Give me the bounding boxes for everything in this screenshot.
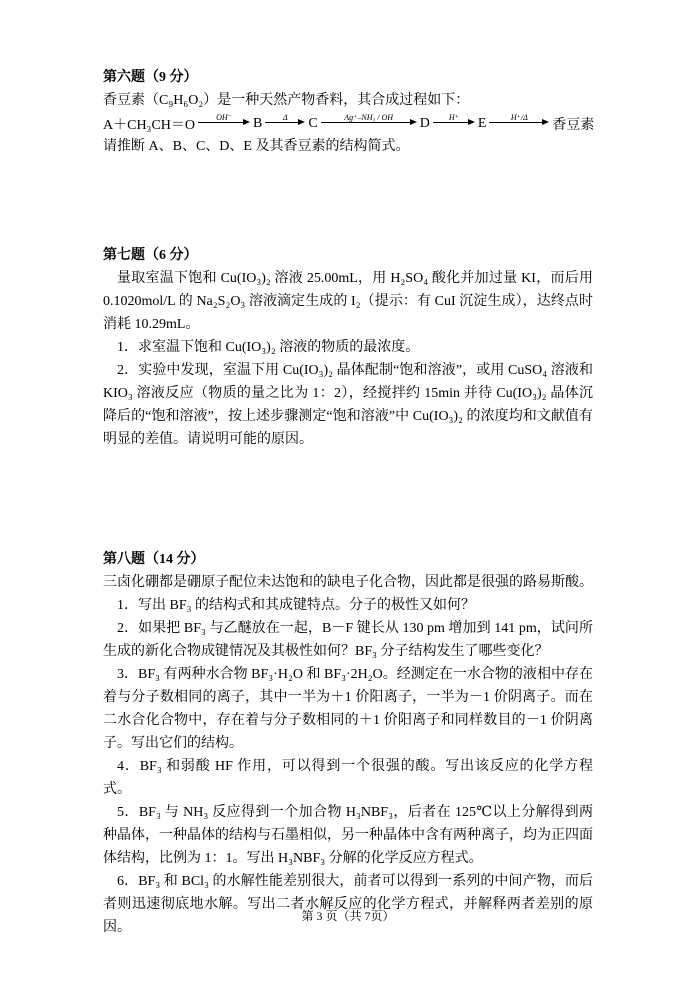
scheme-product-b: B xyxy=(253,115,263,131)
q8-item-5: 5．BF₃ 与 NH₃ 反应得到一个加合物 H₃NBF₃，后者在 125℃以上分解得到两种晶体，一种晶体的结构与石墨相似，另一种晶体中含有两种离子，均为正四面体结构，比例为 1：1。写出 H₃NBF₃ 分解的化学反应方程式。 xyxy=(103,805,593,866)
arrow-label-5: H⁺/Δ xyxy=(510,112,528,122)
reaction-arrow-2 xyxy=(265,112,305,131)
q8-heading: 第八题（14 分） xyxy=(103,552,205,567)
q8-item-4: 4．BF₃ 和弱酸 HF 作用，可以得到一个很强的酸。写出该反应的化学方程式。 xyxy=(103,759,593,797)
page-footer: 第 3 页（共 7页） xyxy=(301,909,395,923)
reaction-arrow-1 xyxy=(198,112,250,131)
q7-item-1: 1．求室温下饱和 Cu(IO₃)₂ 溶液的物质的最浓度。 xyxy=(117,340,420,355)
q8-intro: 三卤化硼都是硼原子配位未达饱和的缺电子化合物，因此都是很强的路易斯酸。 xyxy=(103,575,593,590)
q8-item-6: 6．BF₃ 和 BCl₃ 的水解性能差别很大，前者可以得到一系列的中间产物，而后者则迅速彻底地水解。写出二者水解反应的化学方程式，并解释两者差别的原因。 xyxy=(103,874,593,935)
reaction-arrow-3 xyxy=(321,112,417,131)
arrow-label-4: H⁺ xyxy=(448,112,459,122)
q8-item-1: 1．写出 BF₃ 的结构式和其成键特点。分子的极性又如何？ xyxy=(117,598,476,613)
reaction-arrow-5 xyxy=(489,112,549,131)
q8-item-2: 2．如果把 BF₃ 与乙醚放在一起，B－F 键长从 130 pm 增加到 141 pm，试问所生成的新化合物成键情况及其极性如何？BF₃ 分子结构发生了哪些变化？ xyxy=(103,621,593,659)
q6-prompt: 请推断 A、B、C、D、E 及其香豆素的结构简式。 xyxy=(103,139,410,154)
arrow-label-1: OH⁻ xyxy=(216,112,232,122)
q7-intro: 量取室温下饱和 Cu(IO₃)₂ 溶液 25.00mL，用 H₂SO₄ 酸化并加过量 KI，而后用 0.1020mol/L 的 Na₂S₂O₃ 溶液滴定生成的 I₂（提示：有 CuI 沉淀生成），达终点时消耗 10.29mL。 xyxy=(103,271,593,332)
scheme-final-product: 香豆素 xyxy=(552,117,595,133)
question-8 xyxy=(103,548,593,939)
reaction-arrow-4 xyxy=(433,112,475,131)
question-6 xyxy=(103,66,593,158)
q6-intro: 香豆素（C₉H₆O₂）是一种天然产物香料，其合成过程如下： xyxy=(103,93,470,108)
scheme-start: A＋CH₃CH＝O xyxy=(103,117,195,133)
q6-heading: 第六题（9 分） xyxy=(103,70,198,85)
q7-item-2: 2．实验中发现，室温下用 Cu(IO₃)₂ 晶体配制“饱和溶液”，或用 CuSO₄ 溶液和 KIO₃ 溶液反应（物质的量之比为 1：2），经搅拌约 15min 并待 Cu(IO₃)₂ 晶体沉降后的“饱和溶液”，按上述步骤测定“饱和溶液”中 Cu(IO₃)₂ 的浓度均和文献值有明显的差值。请说明可能的原因。 xyxy=(103,363,593,447)
arrow-label-3: Ag⁺–NH₃ / OH xyxy=(344,112,394,122)
arrow-label-2: Δ xyxy=(282,112,288,122)
q7-heading: 第七题（6 分） xyxy=(103,248,198,263)
reaction-scheme xyxy=(103,112,593,135)
scheme-product-e: E xyxy=(477,115,487,131)
scheme-product-c: C xyxy=(308,115,318,131)
q8-item-3: 3．BF₃ 有两种水合物 BF₃·H₂O 和 BF₃·2H₂O。经测定在一水合物的液相中存在着与分子数相同的离子，其中一半为＋1 价阳离子，一半为－1 价阴离子。而在二水合化合物中，存在着与分子数相同的＋1 价阳离子和同样数目的－1 价阴离子。写出它们的结构。 xyxy=(103,667,593,751)
question-7 xyxy=(103,244,593,451)
scheme-product-d: D xyxy=(419,115,430,131)
